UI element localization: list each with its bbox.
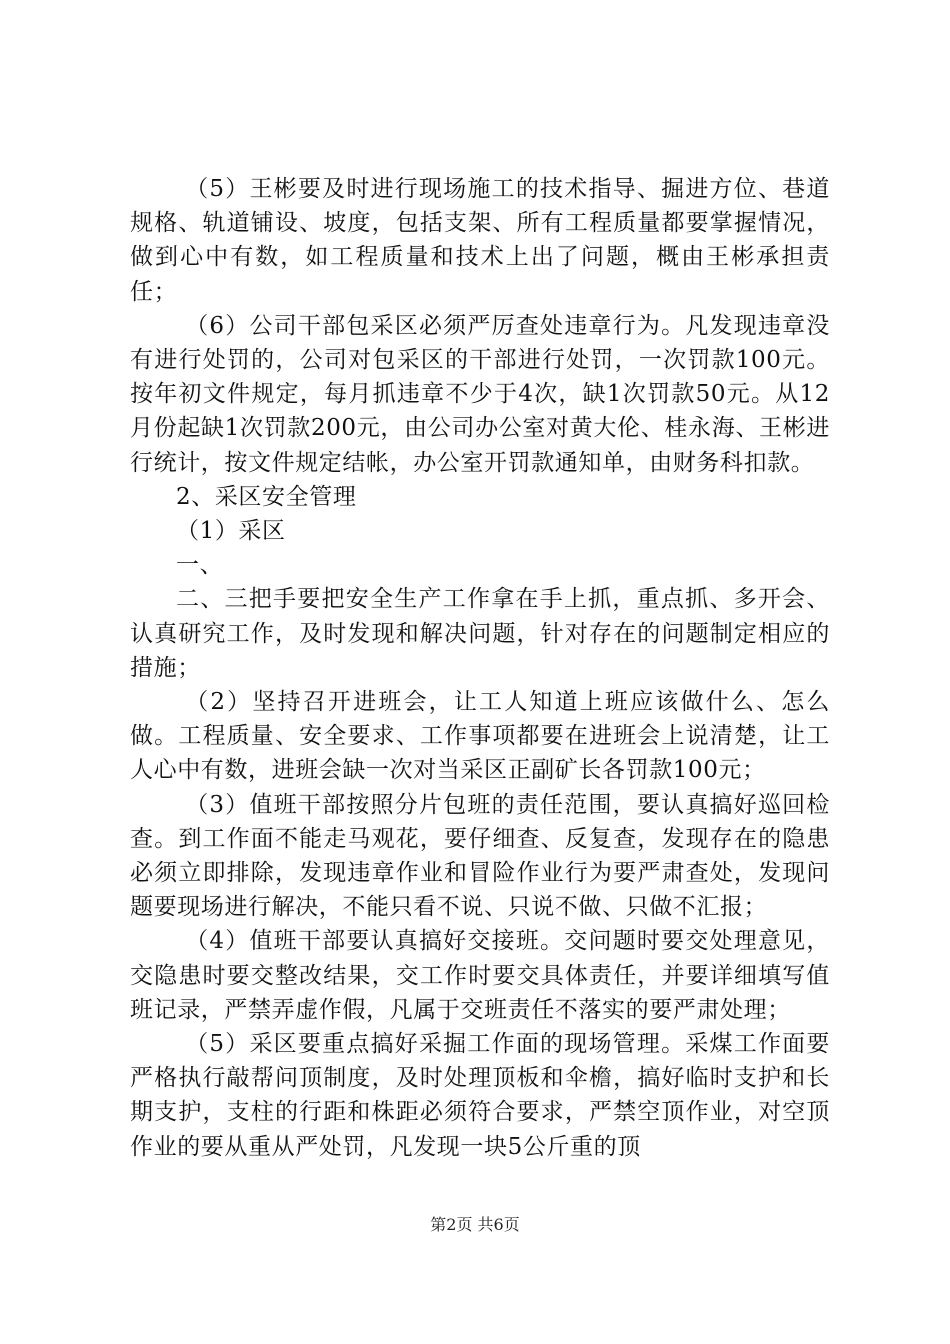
- paragraph-item-4-handover: （4）值班干部要认真搞好交接班。交问题时要交处理意见，交隐患时要交整改结果，交工作时要交具体责任，并要详细填写值班记录，严禁弄虚作假，凡属于交班责任不落实的要严肃处理；: [130, 928, 830, 1023]
- section-heading-safety: 2、采区安全管理: [176, 483, 357, 510]
- paragraph-item-2-meeting: （2）坚持召开进班会，让工人知道上班应该做什么、怎么做。工程质量、安全要求、工作事项都要在进班会上说清楚，让工人心中有数，进班会缺一次对当采区正副矿长各罚款100元；: [130, 689, 830, 784]
- paragraph-item-5-site-management: （5）采区要重点搞好采掘工作面的现场管理。采煤工作面要严格执行敲帮问顶制度，及时处理顶板和伞檐，搞好临时支护和长期支护，支柱的行距和株距必须符合要求，严禁空顶作业，对空顶作业的要从重从严处罚，凡发现一块5公斤重的顶: [130, 1031, 830, 1160]
- page-number-footer: 第2页 共6页: [430, 1215, 520, 1234]
- list-marker-one: 一、: [176, 552, 224, 579]
- subheading-mining-area: （1）采区: [176, 518, 286, 545]
- paragraph-item-two-three: 二、三把手要把安全生产工作拿在手上抓，重点抓、多开会、认真研究工作，及时发现和解决问题，针对存在的问题制定相应的措施；: [130, 586, 830, 681]
- paragraph-item-6-penalty: （6）公司干部包采区必须严厉查处违章行为。凡发现违章没有进行处罚的，公司对包采区的干部进行处罚，一次罚款100元。按年初文件规定，每月抓违章不少于4次，缺1次罚款50元。从12月份起缺1次罚款200元，由公司办公室对黄大伦、桂永海、王彬进行统计，按文件规定结帐，办公室开罚款通知单，由财务科扣款。: [130, 312, 830, 476]
- document-body: [130, 172, 830, 1164]
- paragraph-item-5-wangbin: （5）王彬要及时进行现场施工的技术指导、掘进方位、巷道规格、轨道铺设、坡度，包括支架、所有工程质量都要掌握情况，做到心中有数，如工程质量和技术上出了问题，概由王彬承担责任；: [130, 176, 830, 305]
- paragraph-item-3-inspection: （3）值班干部按照分片包班的责任范围，要认真搞好巡回检查。到工作面不能走马观花，要仔细查、反复查，发现存在的隐患必须立即排除，发现违章作业和冒险作业行为要严肃查处，发现问题要现场进行解决，不能只看不说、只说不做、只做不汇报；: [130, 791, 830, 921]
